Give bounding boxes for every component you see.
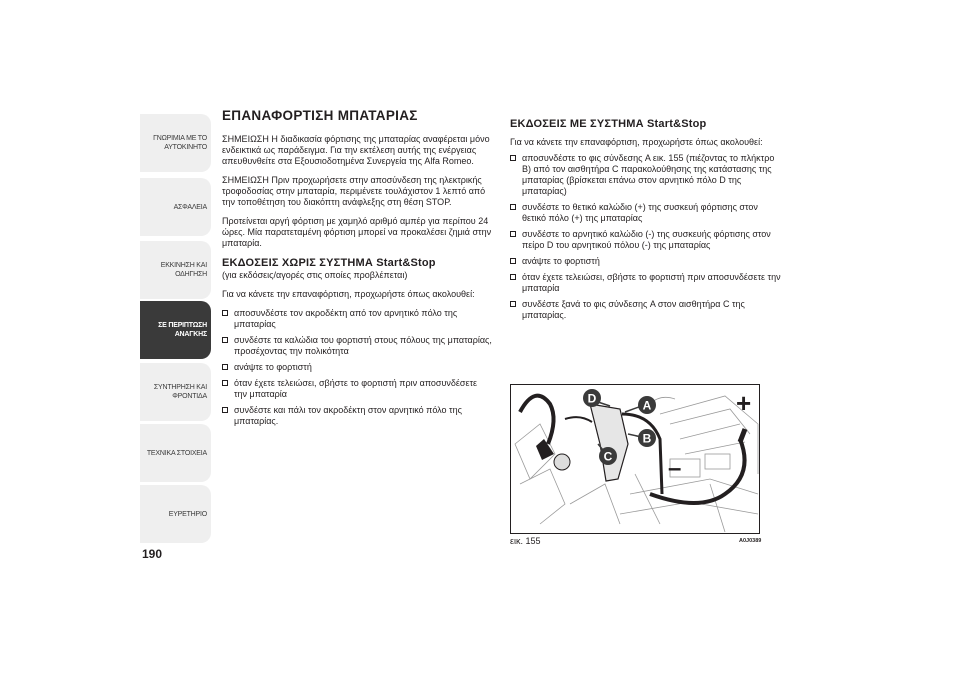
figure-code: A0J0389 <box>739 538 762 544</box>
note-paragraph-1: ΣΗΜΕΙΩΣΗ Η διαδικασία φόρτισης της μπαταρίας αναφέρεται μόνο ενδεικτικά ως παράδειγμα. Για την εκτέλεση αυτής της ενέργειας απευθυνθείτε στα Εξουσιοδοτημένα Συνεργεία της Alfa Romeo. <box>222 134 490 166</box>
list-item: συνδέστε το θετικό καλώδιο (+) της συσκευή φόρτισης στον θετικό πόλο (+) της μπαταρίας <box>510 202 782 224</box>
section-title-without-start-stop: ΕΚΔΟΣΕΙΣ ΧΩΡΙΣ ΣΥΣΤΗΜΑ Start&Stop <box>222 257 436 269</box>
page-title: ΕΠΑΝΑΦΟΡΤΙΣΗ ΜΠΑΤΑΡΙΑΣ <box>222 108 418 123</box>
checkbox-bullet-icon <box>510 155 516 161</box>
checkbox-bullet-icon <box>222 364 228 370</box>
left-column <box>222 108 492 432</box>
checkbox-bullet-icon <box>510 274 516 280</box>
intro-text: Για να κάνετε την επαναφόρτιση, προχωρήστε όπως ακολουθεί: <box>222 289 475 299</box>
list-item: αποσυνδέστε το φις σύνδεσης A εικ. 155 (πιέζοντας το πλήκτρο B) από τον αισθητήρα C παρακολούθησης της κατάστασης της μπαταρίας (βρίσκεται επάνω στον αρνητικό πόλο D της μπαταρίας) <box>510 153 782 197</box>
tab-getting-to-know[interactable]: ΓΝΩΡΙΜΙΑ ΜΕ ΤΟ ΑΥΤΟΚΙΝΗΤΟ <box>140 114 211 172</box>
checkbox-bullet-icon <box>510 204 516 210</box>
list-item: ανάψτε το φορτιστή <box>222 362 492 373</box>
note-paragraph-2: ΣΗΜΕΙΩΣΗ Πριν προχωρήσετε στην αποσύνδεση της ηλεκτρικής τροφοδοσίας στην μπαταρία, περιμένετε τουλάχιστον 1 λεπτό από την τοποθέτηση του διακόπτη ανάφλεξης στη θέση STOP. <box>222 175 486 207</box>
svg-text:A: A <box>642 398 652 413</box>
svg-text:C: C <box>603 449 613 464</box>
list-item: συνδέστε το αρνητικό καλώδιο (-) της συσκευής φόρτισης στον πείρο D του αρνητικού πόλου (-) της μπαταρίας <box>510 229 782 251</box>
checkbox-bullet-icon <box>222 407 228 413</box>
list-item: όταν έχετε τελειώσει, σβήστε το φορτιστή πριν αποσυνδέσετε την μπαταρία <box>222 378 492 400</box>
charging-paragraph: Προτείνεται αργή φόρτιση με χαμηλό αριθμό αμπέρ για περίπου 24 ώρες. Μία παρατεταμένη φόρτιση μπορεί να προκαλέσει ζημιά στην μπαταρία. <box>222 216 492 248</box>
checkbox-bullet-icon <box>222 380 228 386</box>
tab-emergency[interactable]: ΣΕ ΠΕΡΙΠΤΩΣΗ ΑΝΑΓΚΗΣ <box>140 301 211 359</box>
battery-drawing <box>510 384 760 534</box>
right-column <box>510 118 782 326</box>
list-item: συνδέστε ξανά το φις σύνδεσης A στον αισθητήρα C της μπαταρίας. <box>510 299 782 321</box>
tab-maintenance[interactable]: ΣΥΝΤΗΡΗΣΗ ΚΑΙ ΦΡΟΝΤΙΔΑ <box>140 363 211 421</box>
checkbox-bullet-icon <box>510 231 516 237</box>
list-item: συνδέστε και πάλι τον ακροδέκτη στον αρνητικό πόλο της μπαταρίας. <box>222 405 492 427</box>
minus-sign: – <box>668 455 682 482</box>
svg-text:D: D <box>587 391 597 406</box>
list-item: συνδέστε τα καλώδια του φορτιστή στους πόλους της μπαταρίας, προσέχοντας την πολικότητα <box>222 335 492 357</box>
tab-safety[interactable]: ΑΣΦΑΛΕΙΑ <box>140 178 211 236</box>
checkbox-bullet-icon <box>510 258 516 264</box>
battery-illustration <box>510 384 760 534</box>
tab-starting-driving[interactable]: ΕΚΚΙΝΗΣΗ ΚΑΙ ΟΔΗΓΗΣΗ <box>140 241 211 299</box>
tab-index[interactable]: ΕΥΡΕΤΗΡΙΟ <box>140 485 211 543</box>
svg-text:B: B <box>642 431 652 446</box>
checkbox-bullet-icon <box>222 310 228 316</box>
list-item: αποσυνδέστε τον ακροδέκτη από τον αρνητικό πόλο της μπαταρίας <box>222 308 492 330</box>
steps-list <box>510 153 782 321</box>
tab-technical-data[interactable]: ΤΕΧΝΙΚΑ ΣΤΟΙΧΕΙΑ <box>140 424 211 482</box>
checkbox-bullet-icon <box>222 337 228 343</box>
list-item: όταν έχετε τελειώσει, σβήστε το φορτιστή πριν αποσυνδέσετε την μπαταρία <box>510 272 782 294</box>
plus-sign: + <box>736 388 752 418</box>
figure-caption: εικ. 155 <box>510 536 541 546</box>
page-number: 190 <box>142 547 163 561</box>
section-title-with-start-stop: ΕΚΔΟΣΕΙΣ ΜΕ ΣΥΣΤΗΜΑ Start&Stop <box>510 118 707 130</box>
checkbox-bullet-icon <box>510 301 516 307</box>
section-subtitle: (για εκδόσεις/αγορές στις οποίες προβλέπεται) <box>222 270 408 280</box>
intro-text: Για να κάνετε την επαναφόρτιση, προχωρήστε όπως ακολουθεί: <box>510 137 763 147</box>
steps-list <box>222 308 492 427</box>
list-item: ανάψτε το φορτιστή <box>510 256 782 267</box>
